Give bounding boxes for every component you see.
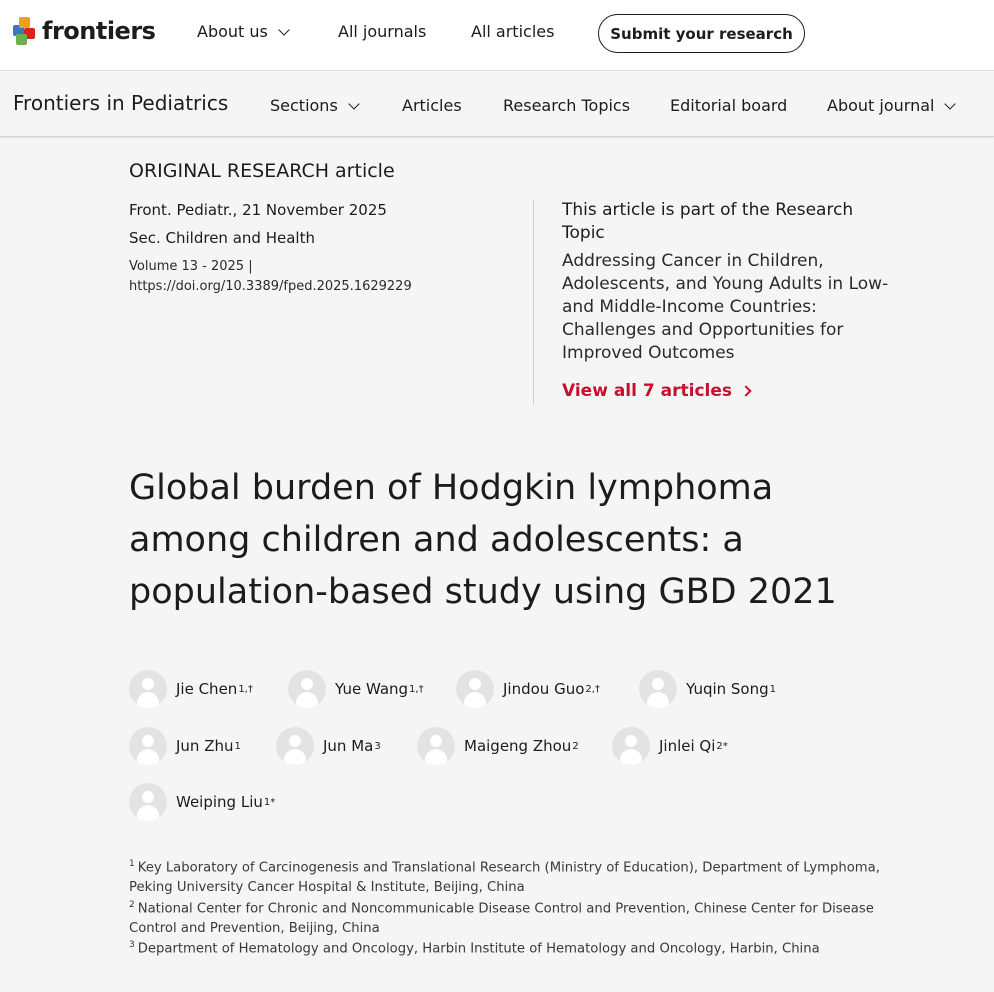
author-name: Yue Wang — [335, 680, 409, 698]
nav-all-articles-label: All articles — [471, 22, 555, 41]
author-item[interactable] — [129, 783, 275, 821]
affiliation-item — [129, 895, 889, 939]
author-affiliation-marker: 2,† — [585, 683, 600, 695]
divider — [533, 199, 534, 405]
journal-nav-articles[interactable] — [402, 96, 462, 115]
article-volume-doi — [129, 257, 429, 297]
journal-nav-about-journal-label: About journal — [827, 96, 935, 115]
submit-research-button[interactable]: Submit your research — [598, 14, 805, 53]
journal-header — [0, 70, 994, 137]
logo-text: frontiers — [42, 17, 156, 45]
author-item[interactable] — [129, 727, 241, 765]
article-volume: Volume 13 - 2025 | — [129, 259, 253, 274]
view-all-articles-label: View all 7 articles — [562, 381, 732, 401]
article-type: ORIGINAL RESEARCH article — [129, 160, 395, 182]
author-affiliation-marker: 3 — [374, 740, 381, 752]
nav-about-us[interactable] — [197, 22, 288, 41]
affiliation-item — [129, 935, 889, 959]
avatar-icon — [612, 727, 650, 765]
journal-nav-about-journal[interactable] — [827, 96, 954, 115]
avatar-icon — [288, 670, 326, 708]
author-name: Jun Zhu — [176, 737, 234, 755]
nav-about-us-label: About us — [197, 22, 268, 41]
author-name: Jinlei Qi — [659, 737, 716, 755]
nav-all-articles[interactable] — [471, 22, 554, 41]
affiliation-item — [129, 854, 889, 898]
author-name: Jie Chen — [176, 680, 238, 698]
article-section[interactable]: Sec. Children and Health — [129, 229, 315, 247]
author-name: Yuqin Song — [686, 680, 769, 698]
chevron-right-icon — [740, 385, 751, 396]
avatar-icon — [129, 670, 167, 708]
avatar-icon — [456, 670, 494, 708]
article-title: Global burden of Hodgkin lymphoma among children and adolescents: a population-based study using GBD 2021 — [129, 468, 837, 612]
author-item[interactable] — [288, 670, 424, 708]
journal-nav-research-topics[interactable] — [503, 96, 630, 115]
author-name: Jindou Guo — [503, 680, 585, 698]
research-topic-title[interactable]: Addressing Cancer in Children, Adolescents, and Young Adults in Low- and Middle-Income Countries: Challenges and Opportunities for Improved Outcomes — [562, 251, 889, 363]
author-affiliation-marker: 2 — [572, 740, 579, 752]
author-item[interactable] — [456, 670, 600, 708]
journal-nav-sections[interactable] — [270, 96, 358, 115]
affiliation-number: 3 — [129, 940, 135, 950]
journal-nav-articles-label: Articles — [402, 96, 462, 115]
view-all-articles-link[interactable] — [562, 381, 750, 401]
author-affiliation-marker: 2* — [716, 740, 728, 752]
journal-nav-research-topics-label: Research Topics — [503, 96, 631, 115]
affiliation-text: National Center for Chronic and Noncommunicable Disease Control and Prevention, Chinese Center for Disease Control and Prevention, Beijing, China — [129, 901, 874, 937]
chevron-down-icon — [945, 98, 956, 109]
author-affiliation-marker: 1* — [263, 796, 276, 808]
author-affiliation-marker: 1 — [234, 740, 241, 752]
author-item[interactable] — [276, 727, 381, 765]
author-affiliation-marker: 1 — [769, 683, 777, 695]
avatar-icon — [276, 727, 314, 765]
avatar-icon — [417, 727, 455, 765]
author-item[interactable] — [417, 727, 579, 765]
nav-all-journals-label: All journals — [338, 22, 427, 41]
author-item[interactable] — [129, 670, 253, 708]
frontiers-logo-icon — [13, 16, 37, 46]
avatar-icon — [639, 670, 677, 708]
journal-nav-sections-label: Sections — [270, 96, 338, 115]
affiliation-text: Department of Hematology and Oncology, Harbin Institute of Hematology and Oncology, Harbin, China — [137, 941, 820, 957]
avatar-icon — [129, 727, 167, 765]
research-topic-heading: This article is part of the Research Topic — [562, 200, 854, 243]
chevron-down-icon — [278, 24, 289, 35]
nav-all-journals[interactable] — [338, 22, 426, 41]
author-affiliation-marker: 1,† — [409, 683, 424, 695]
author-affiliation-marker: 1,† — [238, 683, 253, 695]
avatar-icon — [129, 783, 167, 821]
author-name: Jun Ma — [323, 737, 374, 755]
affiliation-number: 1 — [129, 859, 135, 869]
article-doi-link[interactable]: https://doi.org/10.3389/fped.2025.1629229 — [129, 279, 412, 294]
chevron-down-icon — [348, 98, 359, 109]
affiliation-number: 2 — [129, 900, 135, 910]
author-item[interactable] — [612, 727, 728, 765]
frontiers-logo[interactable] — [13, 16, 155, 46]
journal-nav-editorial-board-label: Editorial board — [670, 96, 788, 115]
author-item[interactable] — [639, 670, 776, 708]
author-name: Weiping Liu — [176, 793, 263, 811]
author-name: Maigeng Zhou — [464, 737, 572, 755]
site-header — [0, 0, 994, 70]
journal-nav-editorial-board[interactable] — [670, 96, 787, 115]
journal-title[interactable]: Frontiers in Pediatrics — [13, 91, 229, 115]
affiliation-text: Key Laboratory of Carcinogenesis and Translational Research (Ministry of Education), Department of Lymphoma, Peking University Cancer Hospital & Institute, Beijing, China — [129, 860, 880, 896]
article-citation: Front. Pediatr., 21 November 2025 — [129, 201, 387, 219]
